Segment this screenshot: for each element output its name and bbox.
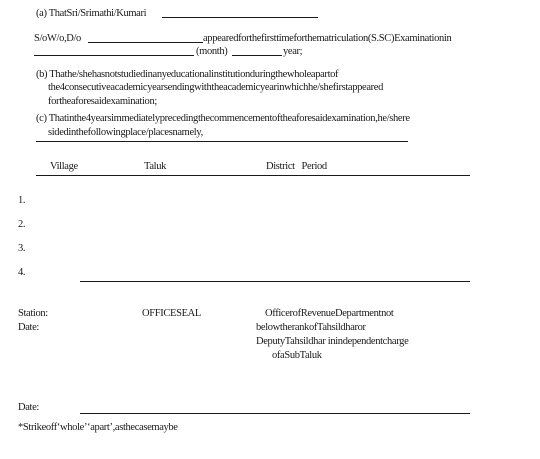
date-label: Date: xyxy=(18,322,39,333)
clause-a-prefix: (a) ThatSri/Srimathi/Kumari xyxy=(36,8,147,19)
table-row-number: 4. xyxy=(18,267,26,278)
officer-line-3: DeputyTahsildhar inindependentcharge xyxy=(256,336,409,347)
month-blank-line xyxy=(34,55,194,56)
officer-line-4: ofaSubTaluk xyxy=(272,350,322,361)
strike-off-note: *Strikeoff‘whole’‘apart’,asthecasemaybe xyxy=(18,422,178,433)
office-seal: OFFICESEAL xyxy=(142,308,201,319)
table-header-rule xyxy=(36,175,470,176)
station-label: Station: xyxy=(18,308,48,319)
officer-line-2: belowtherankofTahsildharor xyxy=(256,322,366,333)
column-header-taluk: Taluk xyxy=(144,161,167,172)
table-bottom-rule xyxy=(80,281,470,282)
clause-b-line-2: the4consecutiveacademicyearsendingwiththeacademicyearinwhichhe/shefirstappeared xyxy=(48,82,384,93)
relation-label: S/oW/o,D/o xyxy=(34,33,81,44)
column-header-village: Village xyxy=(50,161,78,172)
officer-line-1: OfficerofRevenueDepartmentnot xyxy=(265,308,394,319)
column-header-district-period: District Period xyxy=(266,161,327,172)
name-blank-line xyxy=(162,17,318,18)
clause-c-line-1: (c) Thatinthe4yearsimmediatelyprecedingthecommencementoftheaforesaidexamination,he/shere xyxy=(36,113,410,124)
bottom-date-label: Date: xyxy=(18,402,39,413)
clause-b-line-3: fortheaforesaidexamination; xyxy=(48,96,157,107)
year-blank-line xyxy=(232,55,282,56)
clause-c-rule xyxy=(36,141,408,142)
table-row-number: 1. xyxy=(18,195,26,206)
bottom-rule xyxy=(80,413,470,414)
parent-name-blank-line xyxy=(88,42,203,43)
matriculation-text: appearedforthefirsttimeforthematriculation(S.SC)Examinationin xyxy=(203,33,452,44)
year-label: year; xyxy=(283,46,303,57)
table-row-number: 3. xyxy=(18,243,26,254)
clause-c-line-2: sidedinthefollowingplace/placesnamely, xyxy=(48,127,203,138)
table-row-number: 2. xyxy=(18,219,26,230)
clause-b-line-1: (b) Thathe/shehasnotstudiedinanyeducationalinstitutionduringthewholeapartof xyxy=(36,69,339,80)
month-label: (month) xyxy=(196,46,228,57)
